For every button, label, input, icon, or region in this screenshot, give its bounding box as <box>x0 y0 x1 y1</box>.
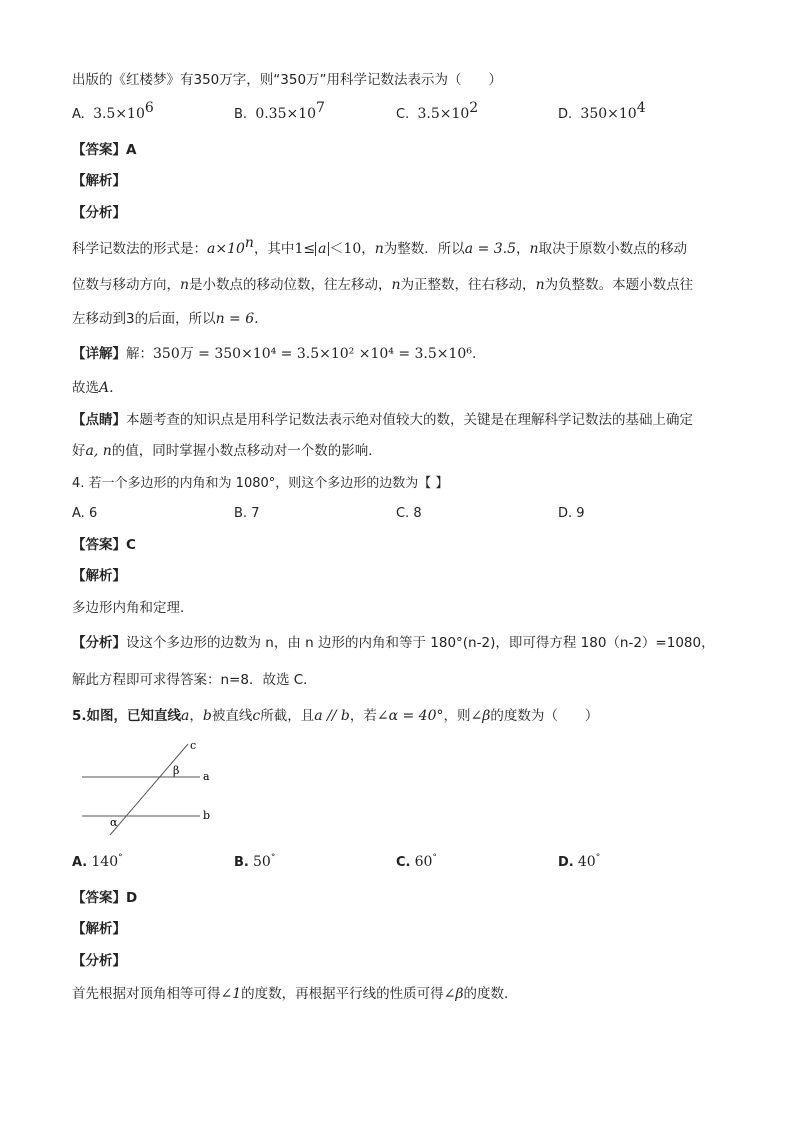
q3-analysis-tag: 【解析】 <box>72 173 126 189</box>
q3-option-c: C. $3.5\times 10^2$ <box>396 100 479 122</box>
q3-fenxi-line-3: 左移动到3的后面，所以n = 6. <box>72 311 259 327</box>
q5-option-a: A. 140° <box>72 853 123 870</box>
q5-fenxi-line: 首先根据对顶角相等可得∠1的度数，再根据平行线的性质可得∠β的度数． <box>72 986 518 1002</box>
q4-option-d: D. 9 <box>558 506 585 521</box>
q5-option-c: C. 60° <box>396 853 437 870</box>
q3-fenxi-tag: 【分析】 <box>72 205 126 221</box>
q3-dianjing-line-2: 好a, n的值，同时掌握小数点移动对一个数的影响． <box>72 443 382 459</box>
label-beta: β <box>173 764 180 777</box>
q3-detail: 【详解】解：350万 = 350×10⁴ = 3.5×10² ×10⁴ = 3.5×10⁶. <box>72 346 477 362</box>
q4-answer: 【答案】C <box>72 537 136 553</box>
q5-analysis-tag: 【解析】 <box>72 921 126 937</box>
q5-stem: 5.如图，已知直线a，b被直线c所截，且a // b，若∠α = 40°，则∠β的度数为（ ） <box>72 708 599 724</box>
q3-fenxi-line-1: 科学记数法的形式是：$a\times 10^n$，其中1≤ a ＜10，n为整数．所以a = 3.5，n取决于原数小数点的移动 <box>72 235 688 257</box>
q3-dianjing-line-1: 【点睛】本题考查的知识点是用科学记数法表示绝对值较大的数，关键是在理解科学记数法的基础上确定 <box>72 412 693 428</box>
q3-option-b: B. $0.35\times 10^7$ <box>234 100 325 122</box>
q3-option-d: D. $350\times 10^4$ <box>558 100 646 122</box>
q5-option-b: B. 50° <box>234 853 276 870</box>
parallel-lines-figure <box>80 740 220 840</box>
q4-option-b: B. 7 <box>234 506 260 521</box>
q3-option-a: A. $3.5\times 10^6$ <box>72 100 154 122</box>
q4-topic: 多边形内角和定理． <box>72 600 194 616</box>
q4-option-a: A. 6 <box>72 506 98 521</box>
q4-fenxi-line-1: 【分析】设这个多边形的边数为 n，由 n 边形的内角和等于 180°(n-2)，即可得方程 180（n-2）=1080， <box>72 635 715 651</box>
q4-analysis-tag: 【解析】 <box>72 568 126 584</box>
q5-option-d: D. 40° <box>558 853 601 870</box>
line-c <box>110 744 188 835</box>
q3-fenxi-line-2: 位数与移动方向，n是小数点的移动位数，往左移动，n为正整数，往右移动，n为负整数。本题小数点往 <box>72 277 694 293</box>
q3-answer: 【答案】A <box>72 142 137 158</box>
q5-fenxi-tag: 【分析】 <box>72 953 126 969</box>
label-b: b <box>203 809 211 822</box>
q4-stem: 4. 若一个多边形的内角和为 1080°，则这个多边形的边数为【 】 <box>72 476 449 491</box>
label-c: c <box>190 740 197 752</box>
q3-stem: 出版的《红楼梦》有350万字，则“350万”用科学记数法表示为（ ） <box>72 72 503 88</box>
q4-fenxi-line-2: 解此方程即可求得答案：n=8．故选 C． <box>72 672 317 688</box>
q4-option-c: C. 8 <box>396 506 422 521</box>
q3-choose: 故选A. <box>72 380 114 396</box>
q5-answer: 【答案】D <box>72 890 138 906</box>
label-alpha: α <box>110 816 118 829</box>
label-a: a <box>203 770 210 783</box>
